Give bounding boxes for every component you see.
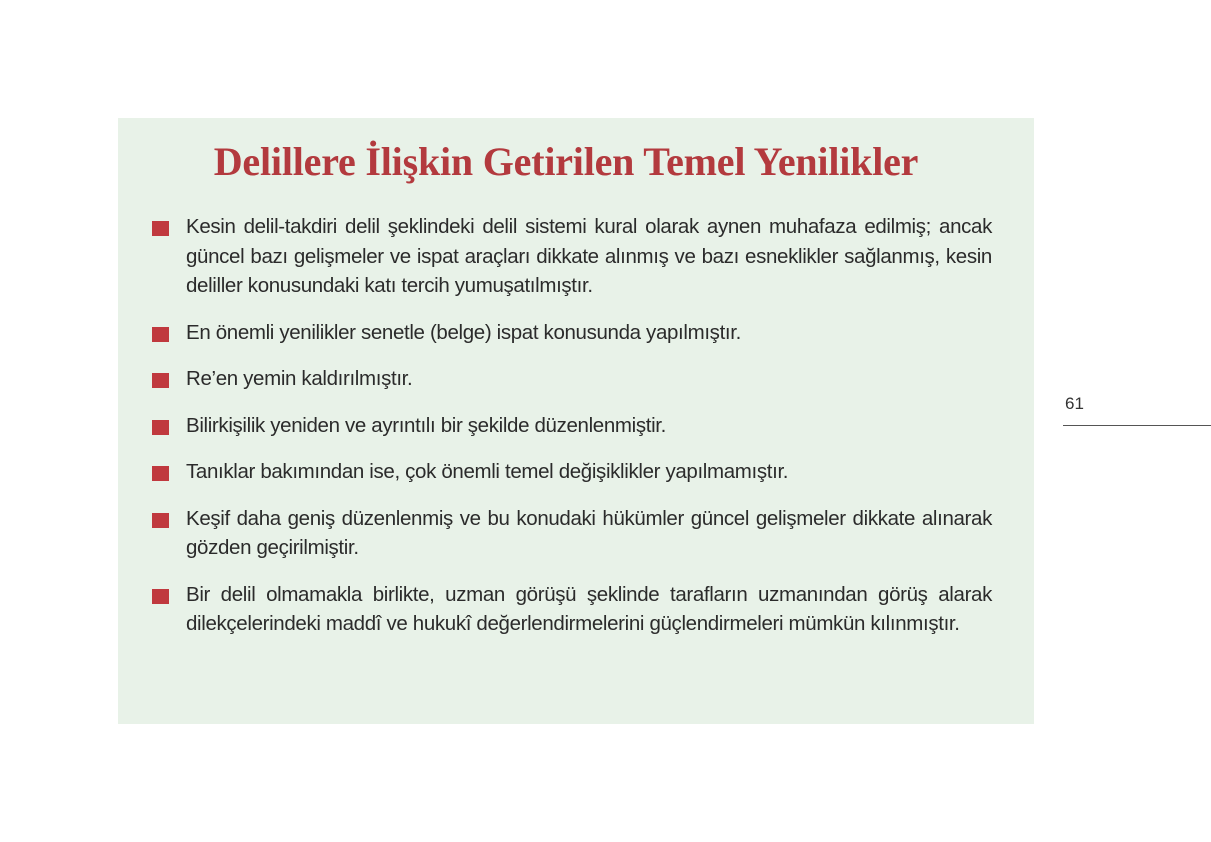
page-title: Delillere İlişkin Getirilen Temel Yenilikler bbox=[213, 139, 919, 184]
list-item bbox=[152, 318, 992, 348]
square-bullet-icon bbox=[152, 589, 169, 604]
page-number-rule bbox=[1063, 425, 1211, 426]
list-item bbox=[152, 457, 992, 487]
list-item-text: Keşif daha geniş düzenlenmiş ve bu konudaki hükümler güncel gelişmeler dikkate alınarak gözden geçirilmiştir. bbox=[186, 506, 992, 559]
list-item-text: En önemli yenilikler senetle (belge) ispat konusunda yapılmıştır. bbox=[186, 320, 741, 344]
page-number: 61 bbox=[1065, 394, 1084, 413]
list-item-text: Bir delil olmamakla birlikte, uzman görüşü şeklinde tarafların uzmanından görüş alarak dilekçelerindeki maddî ve hukukî değerlendirmelerini güçlendirmeleri mümkün kılınmıştır. bbox=[186, 582, 992, 635]
square-bullet-icon bbox=[152, 513, 169, 528]
list-item-text: Re’en yemin kaldırılmıştır. bbox=[186, 367, 413, 390]
list-item bbox=[152, 364, 992, 394]
list-item bbox=[152, 504, 992, 563]
list-item-text: Tanıklar bakımından ise, çok önemli temel değişiklikler yapılmamıştır. bbox=[186, 460, 789, 483]
list-item-text: Bilirkişilik yeniden ve ayrıntılı bir şekilde düzenlenmiştir. bbox=[186, 413, 666, 437]
square-bullet-icon bbox=[152, 466, 169, 481]
square-bullet-icon bbox=[152, 420, 169, 435]
list-item bbox=[152, 212, 992, 301]
list-item bbox=[152, 411, 992, 441]
list-item-text: Kesin delil-takdiri delil şeklindeki delil sistemi kural olarak aynen muhafaza edilmiş; ancak güncel bazı gelişmeler ve ispat araçları dikkate alınmış ve bazı esneklikler sağlanmış, kesin deliller konusundaki katı tercih yumuşatılmıştır. bbox=[186, 215, 992, 297]
list-item bbox=[152, 580, 992, 639]
innovation-list bbox=[152, 212, 992, 656]
square-bullet-icon bbox=[152, 221, 169, 236]
square-bullet-icon bbox=[152, 373, 169, 388]
square-bullet-icon bbox=[152, 327, 169, 342]
